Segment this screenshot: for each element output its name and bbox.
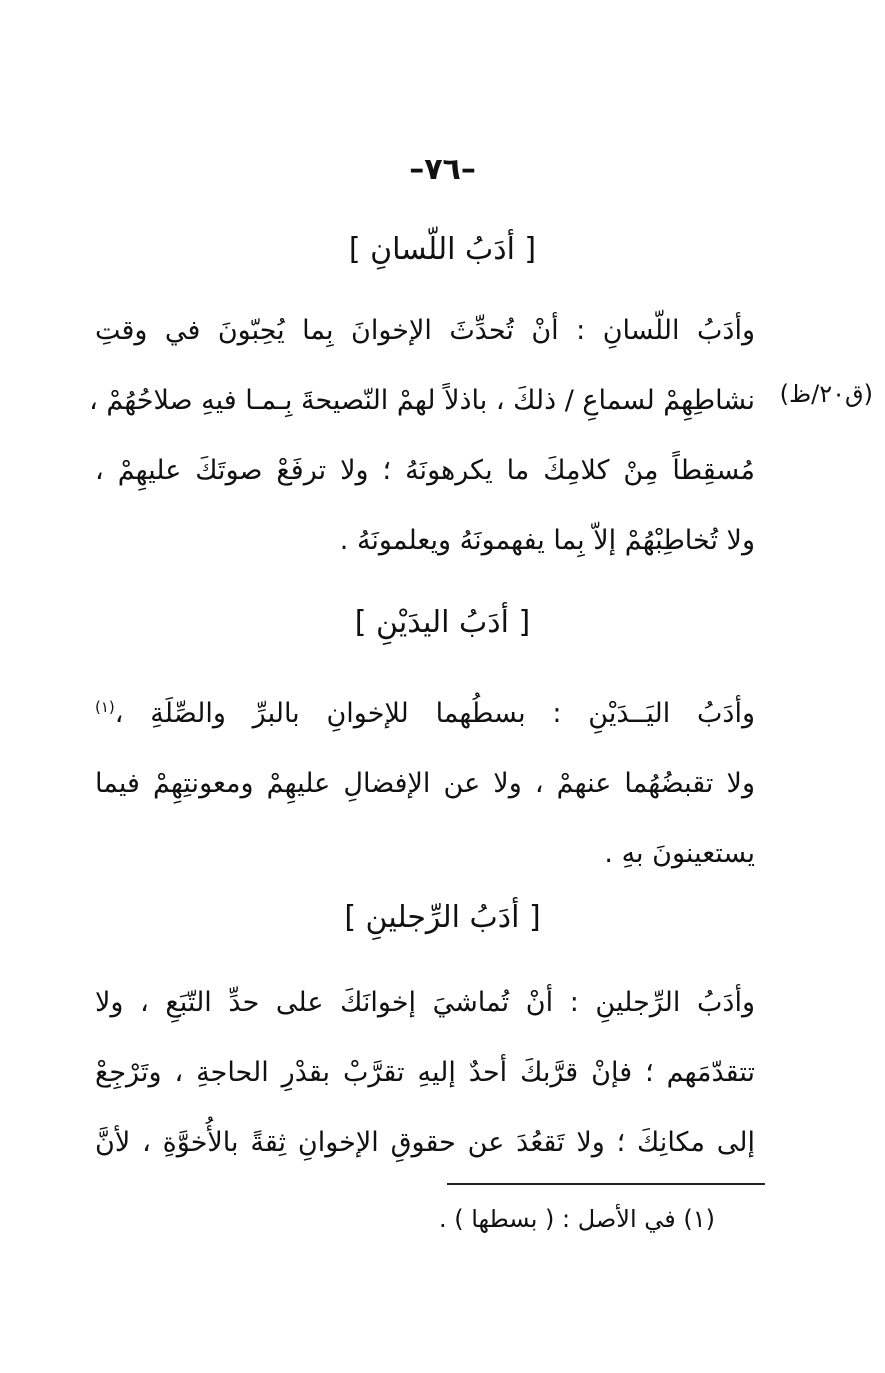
section-heading-feet: [ أدَبُ الرِّجلينِ ] [344,900,541,935]
paragraph-hands [95,672,755,889]
footnote-divider [447,1183,765,1185]
paragraph-tongue [89,296,755,576]
text-line: مُسقِطاً مِنْ كلامِكَ ما يكرهونَهُ ؛ ولا ترفَعْ صوتَكَ عليهِمْ ، [95,455,755,486]
text-line: وأدَبُ اللّسانِ : أنْ تُحدِّثَ الإخوانَ بِما يُحِبّونَ في وقتِ [95,315,755,346]
text-line: يستعينونَ بهِ . [604,838,755,869]
text-line [95,672,755,749]
margin-note: (ق٢٠/ظ) [779,380,873,408]
text-line: وأدَبُ الرِّجلينِ : أنْ تُماشيَ إخوانَكَ على حدِّ التّبَعِ ، ولا [95,987,755,1018]
text-line: نشاطِهِمْ لسماعِ / ذلكَ ، باذلاً لهمْ النّصيحةَ بِـمـا فيهِ صلاحُهُمْ ، [89,385,755,416]
text-line: تتقدّمَهم ؛ فإنْ قرَّبكَ أحدٌ إليهِ تقرَّبْ بقدْرِ الحاجةِ ، وتَرْجِعْ [95,1057,755,1088]
section-heading-hands: [ أدَبُ اليدَيْنِ ] [354,605,531,640]
footnote-marker: (١) [95,698,115,716]
section-heading-tongue: [ أدَبُ اللّسانِ ] [348,232,537,267]
text-line: ولا تقبضُهُما عنهمْ ، ولا عن الإفضالِ عليهِمْ ومعونتِهِمْ فيما [95,768,755,799]
paragraph-feet [95,968,755,1178]
text-line: إلى مكانِكَ ؛ ولا تَقعُدَ عن حقوقِ الإخوانِ ثِقةً بالأُخوَّةِ ، لأنَّ [95,1127,755,1158]
footnote: (١) في الأصل : ( بسطها ) . [438,1205,715,1233]
text-line-content: وأدَبُ اليَــدَيْنِ : بسطُهما للإخوانِ بالبرِّ والصِّلَةِ ، [114,698,755,729]
text-line: ولا تُخاطِبْهُمْ إلاّ بِما يفهمونَهُ ويعلمونَهُ . [339,525,755,556]
page-number: –٧٦– [409,152,476,187]
